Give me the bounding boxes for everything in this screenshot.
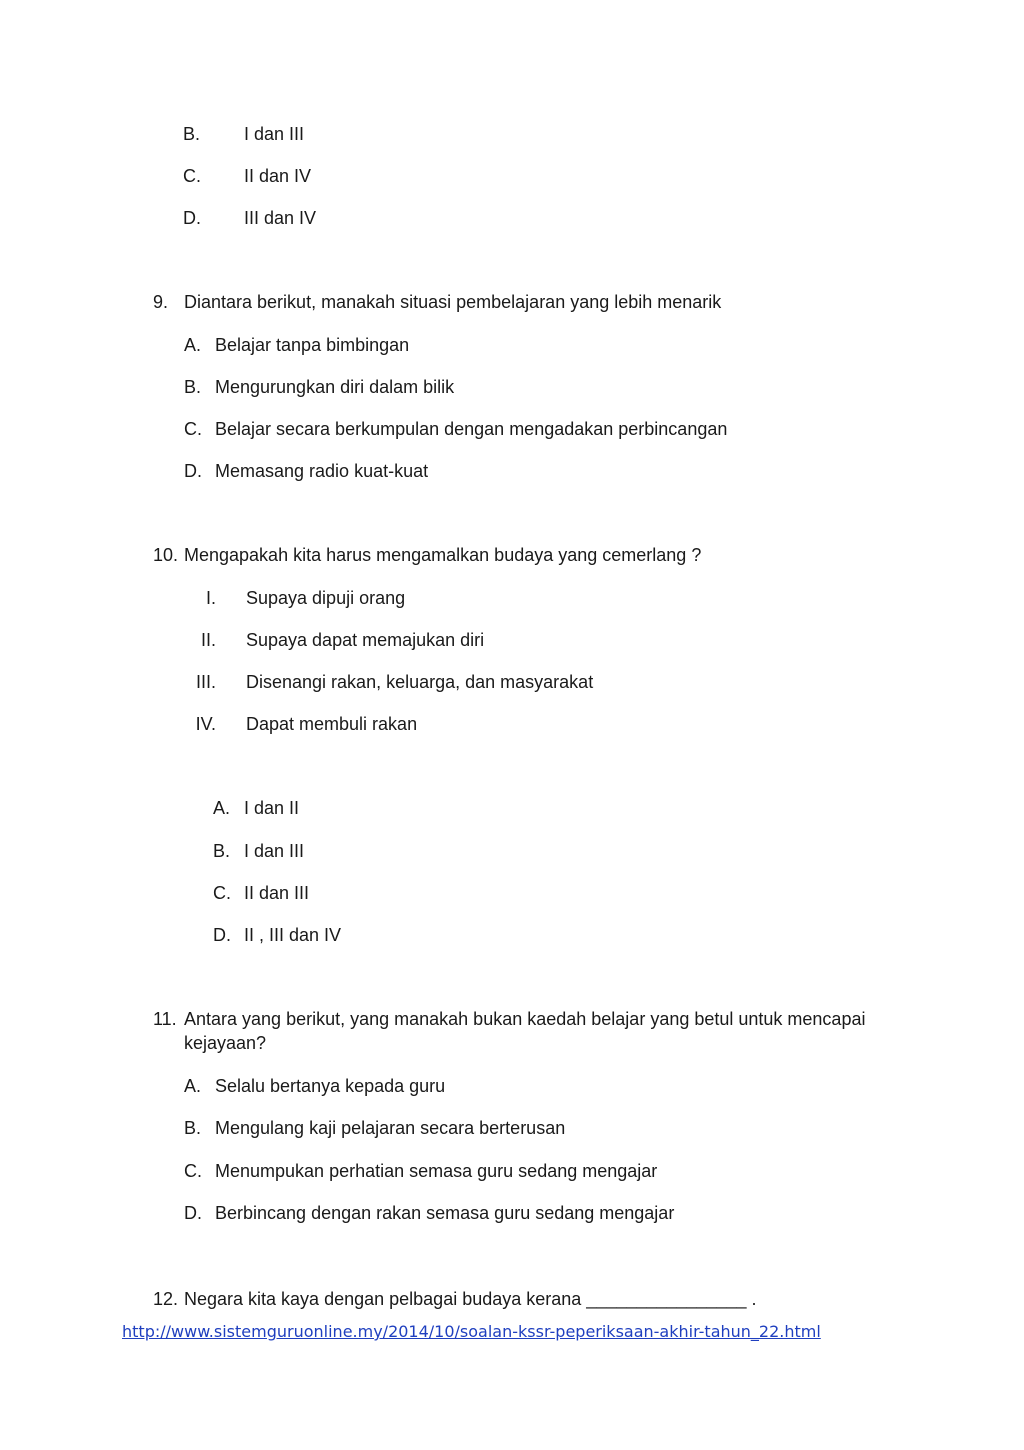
statement-numeral: IV. bbox=[195, 714, 216, 734]
option-text: II , III dan IV bbox=[244, 925, 342, 945]
option-text: Mengulang kaji pelajaran secara berterusan bbox=[215, 1118, 566, 1138]
option-letter: C. bbox=[184, 1161, 202, 1181]
source-link[interactable]: http://www.sistemguruonline.my/2014/10/soalan-kssr-peperiksaan-akhir-tahun_22.html bbox=[122, 1322, 821, 1341]
option-letter: B. bbox=[184, 377, 202, 397]
option-text: III dan IV bbox=[244, 208, 317, 228]
statement-text: Dapat membuli rakan bbox=[246, 714, 418, 734]
option-letter: D. bbox=[184, 461, 202, 481]
option-letter: A. bbox=[184, 335, 202, 355]
option-text: Belajar tanpa bimbingan bbox=[215, 335, 410, 355]
option-text: I dan III bbox=[244, 124, 305, 144]
option-text: Memasang radio kuat-kuat bbox=[215, 461, 429, 481]
option-letter: C. bbox=[184, 419, 202, 439]
statement-text: Supaya dipuji orang bbox=[246, 588, 406, 608]
question-number: 11. bbox=[153, 1009, 177, 1029]
option-letter: A. bbox=[184, 1076, 202, 1096]
option-text: I dan III bbox=[244, 841, 305, 861]
option-letter: B. bbox=[183, 124, 201, 144]
option-text: Selalu bertanya kepada guru bbox=[215, 1076, 446, 1096]
question-text: Antara yang berikut, yang manakah bukan kaedah belajar yang betul untuk mencapai bbox=[184, 1009, 866, 1029]
option-text: II dan IV bbox=[244, 166, 312, 186]
option-text: Belajar secara berkumpulan dengan mengadakan perbincangan bbox=[215, 419, 728, 439]
option-letter: D. bbox=[183, 208, 201, 228]
statement-numeral: II. bbox=[200, 630, 216, 650]
question-number: 9. bbox=[153, 292, 169, 312]
statement-text: Supaya dapat memajukan diri bbox=[246, 630, 485, 650]
question-text: Diantara berikut, manakah situasi pembelajaran yang lebih menarik bbox=[184, 292, 722, 312]
question-number: 12. bbox=[153, 1289, 179, 1309]
option-letter: B. bbox=[184, 1118, 202, 1138]
option-letter: C. bbox=[213, 883, 231, 903]
option-letter: A. bbox=[213, 798, 231, 818]
option-text: Mengurungkan diri dalam bilik bbox=[215, 377, 455, 397]
question-text: Negara kita kaya dengan pelbagai budaya kerana ________________ . bbox=[184, 1289, 757, 1309]
statement-numeral: I. bbox=[205, 588, 216, 608]
option-text: Berbincang dengan rakan semasa guru sedang mengajar bbox=[215, 1203, 675, 1223]
option-letter: B. bbox=[213, 841, 231, 861]
option-text: Menumpukan perhatian semasa guru sedang mengajar bbox=[215, 1161, 658, 1181]
question-number: 10. bbox=[153, 545, 179, 565]
statement-text: Disenangi rakan, keluarga, dan masyarakat bbox=[246, 672, 594, 692]
statement-numeral: III. bbox=[195, 672, 216, 692]
option-text: II dan III bbox=[244, 883, 310, 903]
option-text: I dan II bbox=[244, 798, 300, 818]
option-letter: D. bbox=[213, 925, 231, 945]
question-text-continued: kejayaan? bbox=[184, 1033, 267, 1053]
question-text: Mengapakah kita harus mengamalkan budaya yang cemerlang ? bbox=[184, 545, 702, 565]
option-letter: D. bbox=[184, 1203, 202, 1223]
option-letter: C. bbox=[183, 166, 201, 186]
